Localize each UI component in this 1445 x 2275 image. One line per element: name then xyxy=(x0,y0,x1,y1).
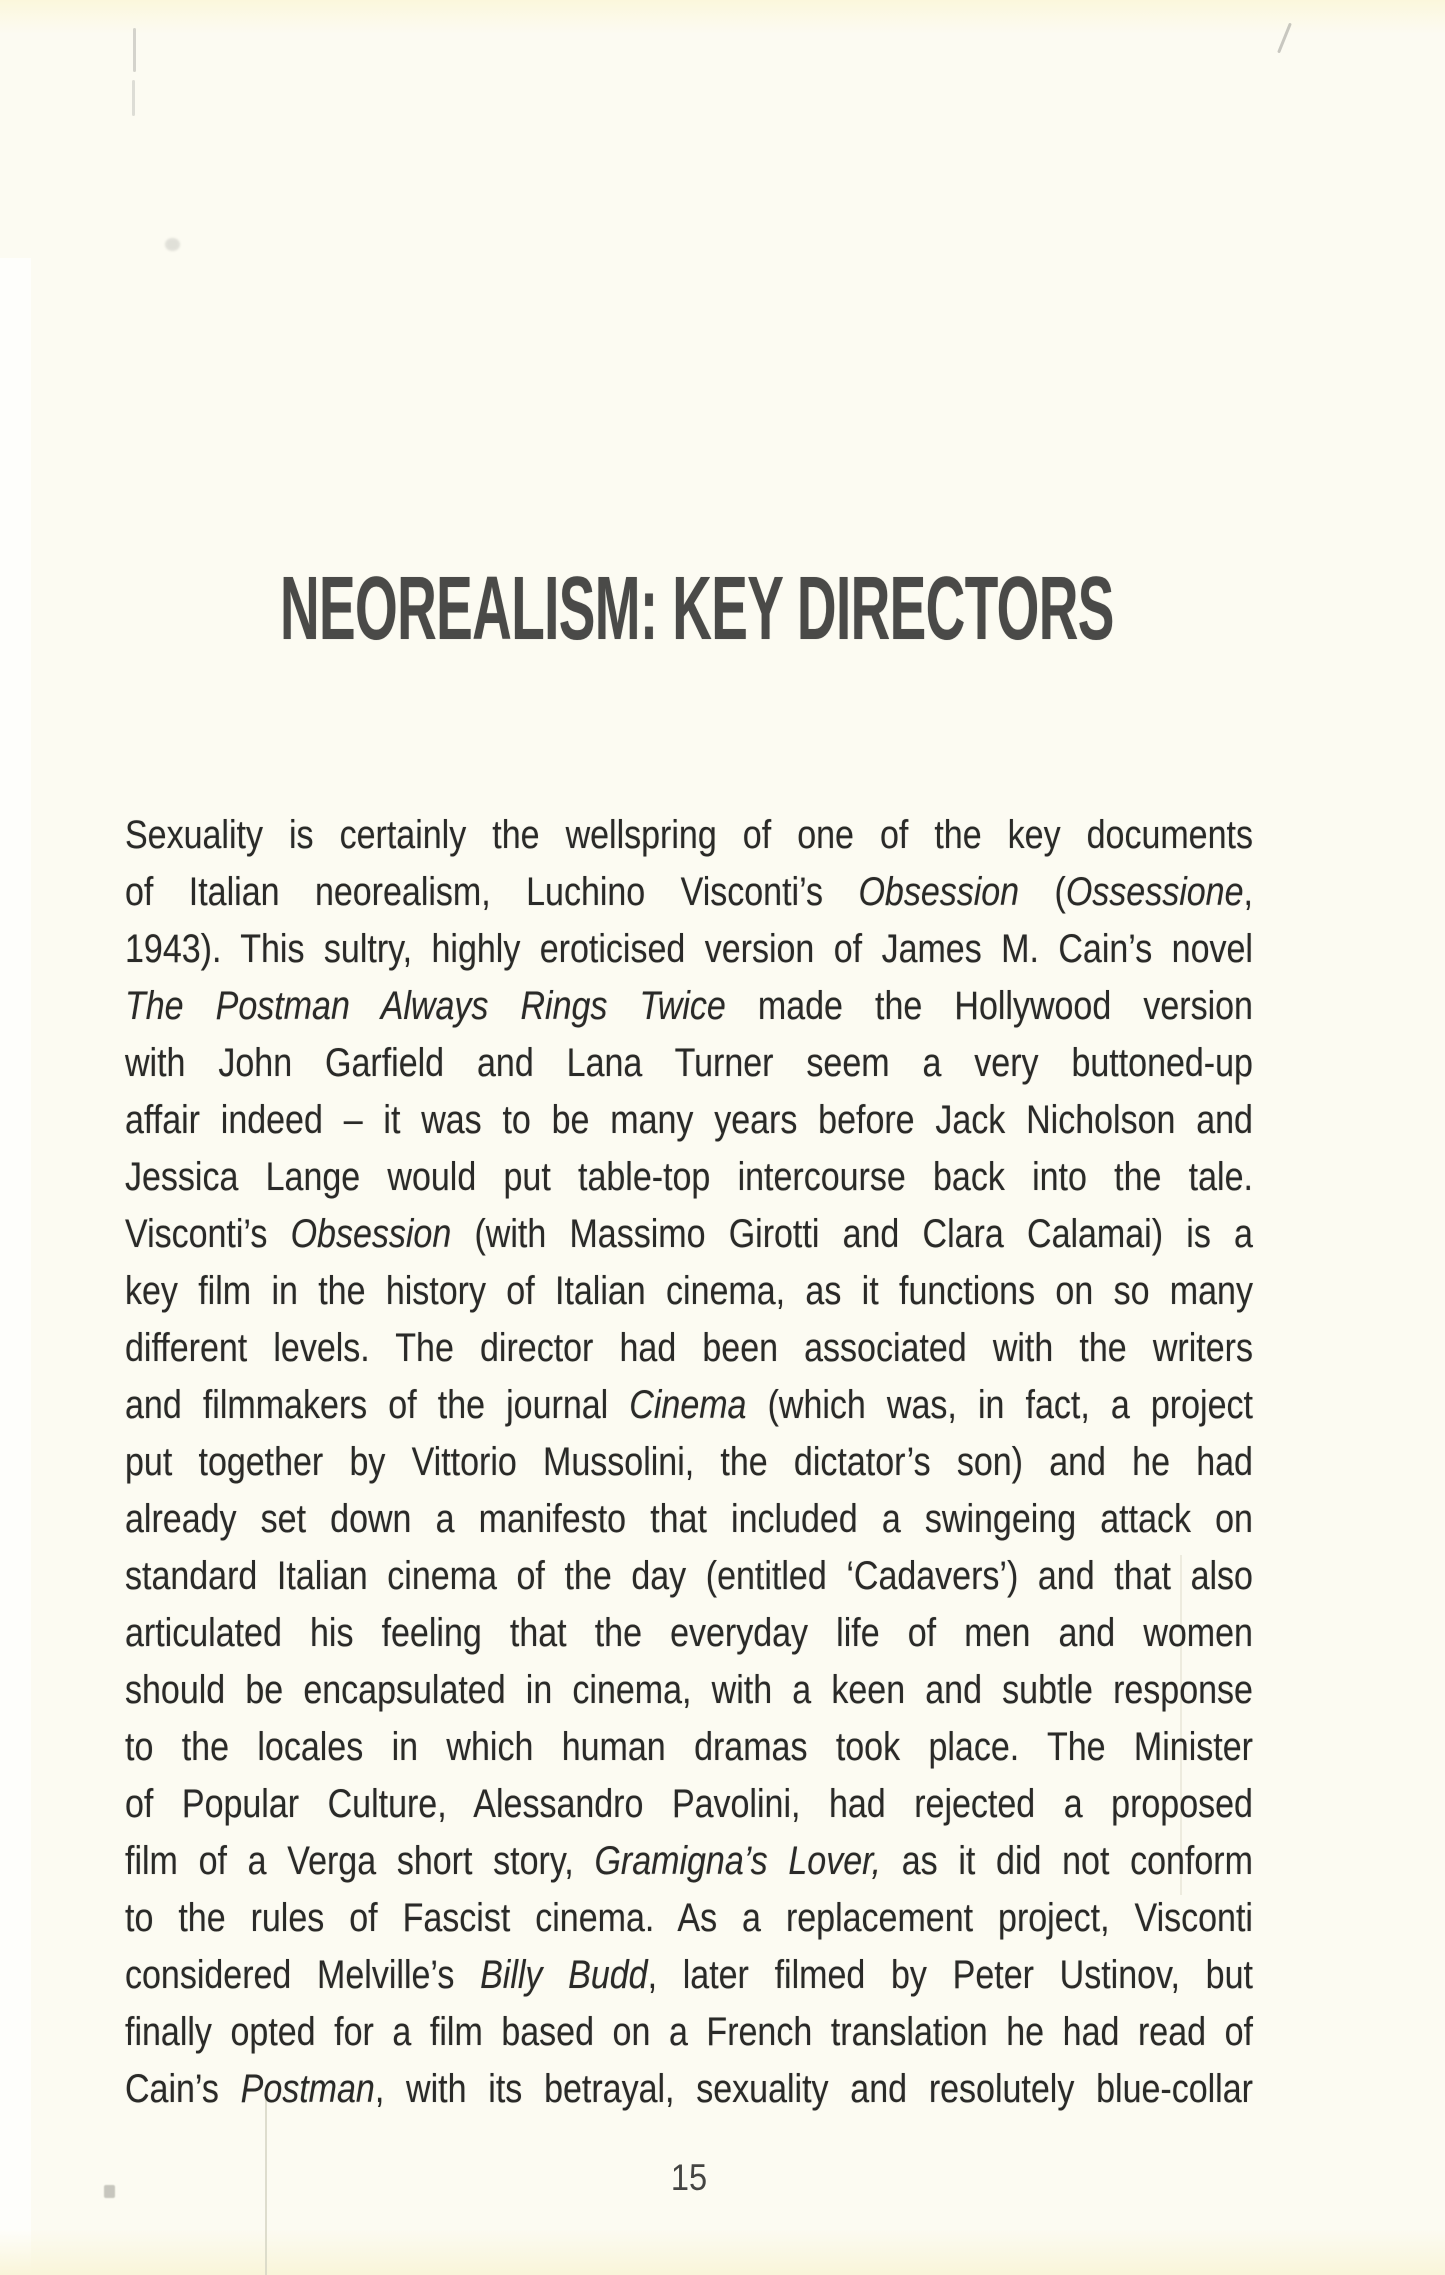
text-segment: film of a Verga short story, xyxy=(125,1839,595,1883)
body-line-13 xyxy=(125,1491,1253,1548)
text-segment: affair indeed – it was to be many years before Jack Nicholson and xyxy=(125,1098,1253,1142)
text-segment: (with Massimo Girotti and Clara Calamai) is a xyxy=(451,1212,1253,1256)
text-segment: to the locales in which human dramas took place. The Minister xyxy=(125,1725,1253,1769)
page-top-shading xyxy=(0,0,1445,34)
text-segment: ( xyxy=(1019,870,1066,914)
body-line-6 xyxy=(125,1092,1253,1149)
body-line-21 xyxy=(125,1947,1253,2004)
body-line-2 xyxy=(125,864,1253,921)
scan-scratch-mark xyxy=(132,80,135,116)
text-segment: Cain’s xyxy=(125,2067,241,2111)
body-line-11 xyxy=(125,1377,1253,1434)
text-segment: 1943). This sultry, highly eroticised version of James M. Cain’s novel xyxy=(125,927,1253,971)
body-line-14 xyxy=(125,1548,1253,1605)
text-segment: finally opted for a film based on a French translation he had read of xyxy=(125,2010,1253,2054)
italic-text-segment: Ossessione xyxy=(1065,870,1244,914)
body-line-8 xyxy=(125,1206,1253,1263)
body-line-20 xyxy=(125,1890,1253,1947)
text-segment: different levels. The director had been associated with the writers xyxy=(125,1326,1253,1370)
body-line-15 xyxy=(125,1605,1253,1662)
body-line-10 xyxy=(125,1320,1253,1377)
text-segment: standard Italian cinema of the day (entitled ‘Cadavers’) and that also xyxy=(125,1554,1253,1598)
body-line-7 xyxy=(125,1149,1253,1206)
italic-text-segment: Cinema xyxy=(629,1383,747,1427)
text-segment: (which was, in fact, a project xyxy=(746,1383,1253,1427)
body-line-23 xyxy=(125,2061,1253,2118)
body-line-22 xyxy=(125,2004,1253,2061)
text-segment: with John Garfield and Lana Turner seem a very buttoned-up xyxy=(125,1041,1253,1085)
text-segment: Visconti’s xyxy=(125,1212,291,1256)
italic-text-segment: Obsession xyxy=(858,870,1020,914)
body-line-16 xyxy=(125,1662,1253,1719)
text-segment: , xyxy=(1243,870,1253,914)
body-line-17 xyxy=(125,1719,1253,1776)
scan-scratch-mark xyxy=(133,28,136,72)
text-segment: already set down a manifesto that included a swingeing attack on xyxy=(125,1497,1253,1541)
text-segment: articulated his feeling that the everyday life of men and women xyxy=(125,1611,1253,1655)
body-line-12 xyxy=(125,1434,1253,1491)
text-segment: , later filmed by Peter Ustinov, but xyxy=(647,1953,1253,1997)
page-title: NEOREALISM: KEY DIRECTORS xyxy=(280,559,1114,659)
body-paragraph xyxy=(125,807,1253,2118)
text-segment: key film in the history of Italian cinema, as it functions on so many xyxy=(125,1269,1253,1313)
page-bottom-shading xyxy=(0,2229,1445,2275)
text-segment: Jessica Lange would put table-top intercourse back into the tale. xyxy=(125,1155,1253,1199)
body-line-19 xyxy=(125,1833,1253,1890)
italic-text-segment: Billy Budd xyxy=(480,1953,648,1997)
body-line-4 xyxy=(125,978,1253,1035)
body-line-3 xyxy=(125,921,1253,978)
scan-smudge-mark xyxy=(165,238,180,251)
text-segment: as it did not conform xyxy=(881,1839,1253,1883)
text-segment: to the rules of Fascist cinema. As a replacement project, Visconti xyxy=(125,1896,1253,1940)
body-line-9 xyxy=(125,1263,1253,1320)
italic-text-segment: The Postman Always Rings Twice xyxy=(125,984,726,1028)
text-segment: Sexuality is certainly the wellspring of one of the key documents xyxy=(125,813,1253,857)
body-line-18 xyxy=(125,1776,1253,1833)
italic-text-segment: Postman xyxy=(240,2067,375,2111)
text-segment: and filmmakers of the journal xyxy=(125,1383,630,1427)
scan-smudge-mark xyxy=(104,2185,115,2198)
body-line-5 xyxy=(125,1035,1253,1092)
text-segment: of Italian neorealism, Luchino Visconti’s xyxy=(125,870,859,914)
text-segment: , with its betrayal, sexuality and resolutely blue-collar xyxy=(374,2067,1253,2111)
body-line-1 xyxy=(125,807,1253,864)
text-segment: put together by Vittorio Mussolini, the dictator’s son) and he had xyxy=(125,1440,1253,1484)
page-left-edge-shading xyxy=(0,258,31,2275)
italic-text-segment: Obsession xyxy=(290,1212,452,1256)
text-segment: of Popular Culture, Alessandro Pavolini, had rejected a proposed xyxy=(125,1782,1253,1826)
text-segment: should be encapsulated in cinema, with a keen and subtle response xyxy=(125,1668,1253,1712)
italic-text-segment: Gramigna’s Lover, xyxy=(594,1839,882,1883)
text-segment: made the Hollywood version xyxy=(725,984,1253,1028)
page-number: 15 xyxy=(670,2157,708,2198)
text-segment: considered Melville’s xyxy=(125,1953,481,1997)
